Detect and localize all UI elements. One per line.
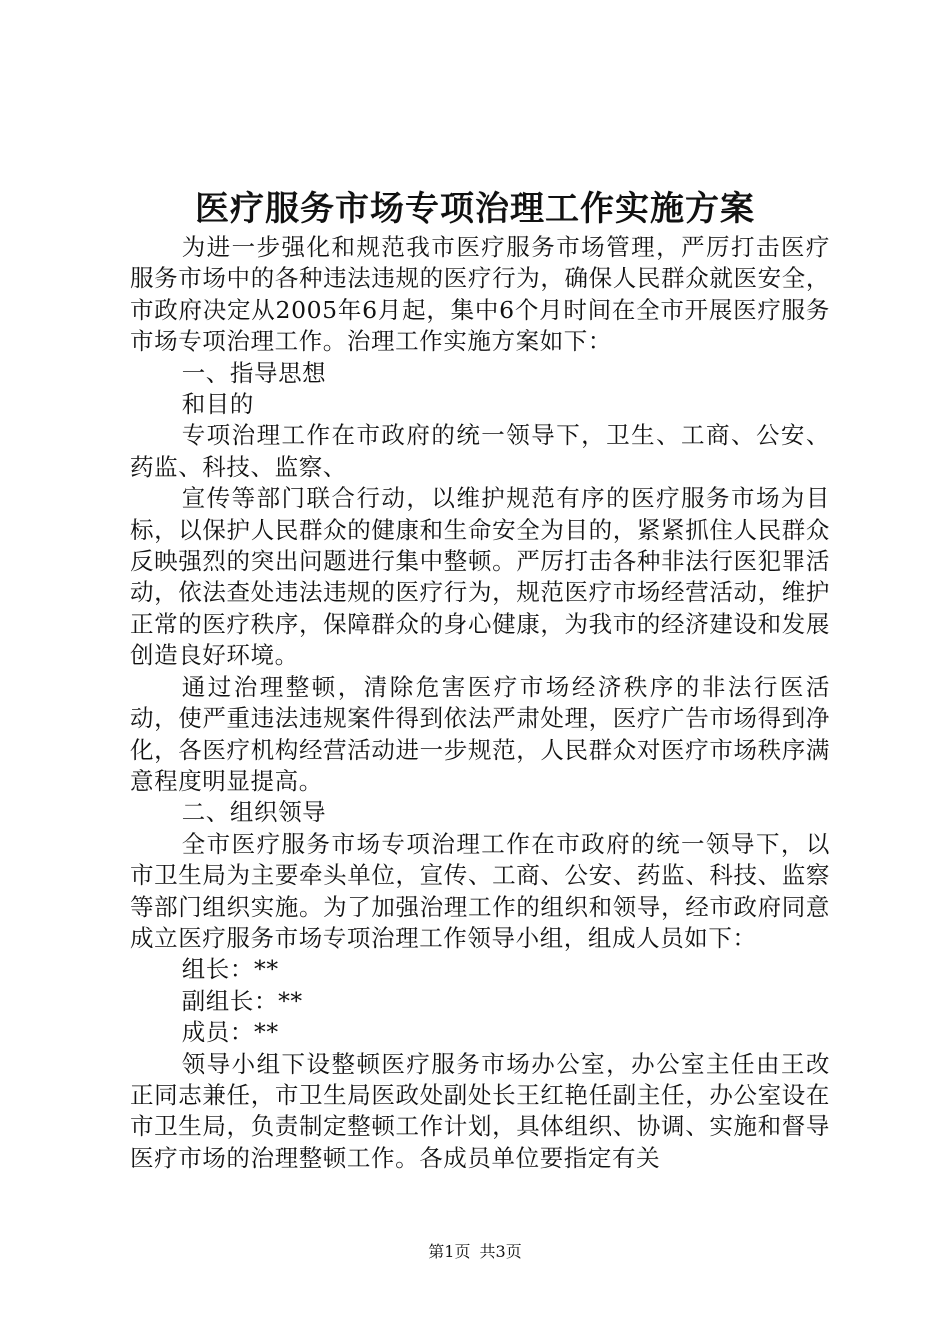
heading-organization: 二、组织领导 [181, 798, 327, 827]
paragraph-joint-action: 宣传等部门联合行动，以维护规范有序的医疗服务市场为目标，以保护人民群众的健康和生命安全为目的，紧紧抓住人民群众反映强烈的突出问题进行集中整顿。严厉打击各种非法行医犯罪活动，依法查处违法违规的医疗行为，规范医疗市场经营活动，维护正常的医疗秩序，保障群众的身心健康，为我市的经济建设和发展创造良好环境。 [130, 484, 830, 670]
paragraph-departments: 专项治理工作在市政府的统一领导下，卫生、工商、公安、药监、科技、监察、 [130, 421, 830, 481]
leader-line: 组长：** [181, 955, 279, 984]
document-title: 医疗服务市场专项治理工作实施方案 [195, 189, 755, 229]
page-number: 第1页 [428, 1242, 471, 1261]
paragraph-leadership: 全市医疗服务市场专项治理工作在市政府的统一领导下，以市卫生局为主要牵头单位，宣传、工商、公安、药监、科技、监察等部门组织实施。为了加强治理工作的组织和领导，经市政府同意成立医疗服务市场专项治理工作领导小组，组成人员如下： [130, 829, 830, 952]
paragraph-office: 领导小组下设整顿医疗服务市场办公室，办公室主任由王改正同志兼任，市卫生局医政处副处长王红艳任副主任，办公室设在市卫生局，负责制定整顿工作计划，具体组织、协调、实施和督导医疗市场的治理整顿工作。各成员单位要指定有关 [130, 1049, 830, 1172]
paragraph-intro: 为进一步强化和规范我市医疗服务市场管理，严厉打击医疗服务市场中的各种违法违规的医疗行为，确保人民群众就医安全，市政府决定从2005年6月起，集中6个月时间在全市开展医疗服务市场专项治理工作。治理工作实施方案如下： [130, 233, 830, 356]
members-line: 成员：** [181, 1018, 279, 1047]
page-total: 共3页 [479, 1242, 522, 1261]
paragraph-goals: 通过治理整顿，清除危害医疗市场经济秩序的非法行医活动，使严重违法违规案件得到依法严肃处理，医疗广告市场得到净化，各医疗机构经营活动进一步规范，人民群众对医疗市场秩序满意程度明显提高。 [130, 672, 830, 795]
page-footer [0, 1240, 950, 1264]
heading-continuation: 和目的 [181, 390, 254, 419]
deputy-leader-line: 副组长：** [181, 986, 303, 1015]
heading-guiding-ideology: 一、指导思想 [181, 358, 327, 387]
document-body [130, 232, 830, 1174]
